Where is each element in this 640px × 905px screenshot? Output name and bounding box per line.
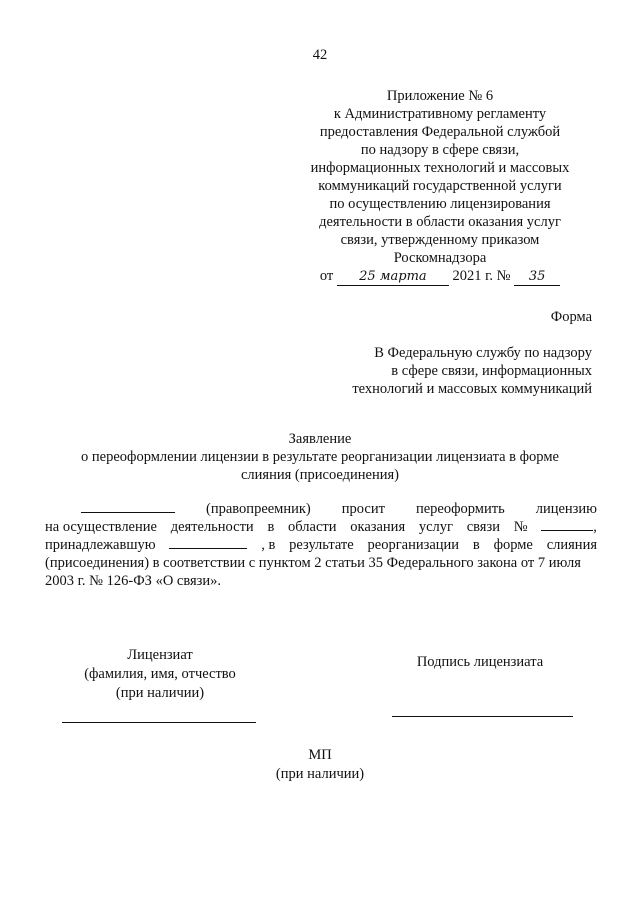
license-number-field — [541, 518, 597, 536]
body-word: , в — [261, 537, 276, 553]
appendix-line: предоставления Федеральной службой — [319, 124, 561, 140]
body-word: деятельности — [170, 519, 254, 535]
stamp-note: (при наличии) — [275, 766, 365, 782]
body-word: просит — [341, 501, 385, 517]
body-word: области — [288, 519, 337, 535]
recipient-block — [330, 344, 592, 398]
signature-line — [392, 716, 573, 717]
appendix-line: деятельности в области оказания услуг — [319, 214, 561, 230]
statement-subtitle-line: слияния (присоединения) — [241, 467, 399, 483]
body-word: в — [267, 519, 275, 535]
order-date-line — [300, 267, 580, 285]
page-number: 42 — [312, 47, 328, 63]
appendix-line: связи, утвержденному приказом — [340, 232, 540, 248]
body-word: связи — [466, 519, 500, 535]
body-word: реорганизации — [367, 537, 460, 553]
body-word: лицензию — [535, 501, 597, 517]
stamp-block — [220, 746, 420, 784]
licensee-line: (при наличии) — [115, 685, 205, 701]
appendix-line: Приложение № 6 — [386, 88, 494, 104]
licensee-name-line — [62, 722, 256, 723]
year-text: 2021 г. № — [452, 268, 511, 284]
successor-blank — [81, 500, 175, 513]
appendix-line: по осуществлению лицензирования — [329, 196, 551, 212]
recipient-line: в сфере связи, информационных — [391, 363, 592, 379]
recipient-line: технологий и массовых коммуникаций — [352, 381, 592, 397]
appendix-block — [300, 87, 580, 285]
body-word: в — [472, 537, 480, 553]
previous-holder-blank — [169, 536, 247, 549]
handwritten-date: 25 марта — [337, 269, 449, 286]
body-word: № — [513, 519, 528, 535]
licensee-line: Лицензиат — [127, 647, 193, 663]
body-line-1 — [45, 500, 597, 518]
date-prefix: от — [319, 268, 334, 284]
form-label: Форма — [550, 309, 592, 325]
appendix-line: Роскомнадзора — [393, 250, 487, 266]
statement-title: Заявление — [288, 431, 352, 447]
appendix-line: информационных технологий и массовых — [310, 160, 570, 176]
body-word: (правопреемник) — [206, 501, 311, 517]
body-word: на осуществление — [45, 519, 157, 535]
body-word: принадлежавшую — [45, 537, 156, 553]
body-word: оказания — [350, 519, 406, 535]
body-word: переоформить — [415, 501, 505, 517]
recipient-line: В Федеральную службу по надзору — [374, 345, 592, 361]
handwritten-order-number: 35 — [514, 269, 560, 286]
body-text: (присоединения) в соответствии с пунктом 2 статьи 35 Федерального закона от 7 июля — [45, 555, 581, 571]
signature-label: Подпись лицензиата — [416, 654, 544, 670]
body-line-2 — [45, 518, 597, 536]
body-word: результате — [289, 537, 354, 553]
body-line-4 — [45, 554, 597, 572]
licensee-block — [60, 646, 260, 703]
body-text: 2003 г. № 126-ФЗ «О связи». — [45, 573, 222, 589]
body-word: форме — [493, 537, 533, 553]
appendix-line: к Административному регламенту — [333, 106, 547, 122]
statement-subtitle-line: о переоформлении лицензии в результате реорганизации лицензиата в форме — [81, 449, 559, 465]
appendix-line: по надзору в сфере связи, — [360, 142, 520, 158]
body-word: услуг — [418, 519, 453, 535]
comma: , — [593, 519, 597, 535]
statement-body — [45, 500, 597, 590]
body-line-3 — [45, 536, 597, 554]
license-number-blank — [541, 518, 593, 531]
body-word: слияния — [546, 537, 597, 553]
stamp-label: МП — [308, 747, 332, 763]
body-line-5 — [45, 572, 597, 590]
appendix-line: коммуникаций государственной услуги — [318, 178, 562, 194]
licensee-line: (фамилия, имя, отчество — [84, 666, 236, 682]
statement-heading — [60, 430, 580, 484]
